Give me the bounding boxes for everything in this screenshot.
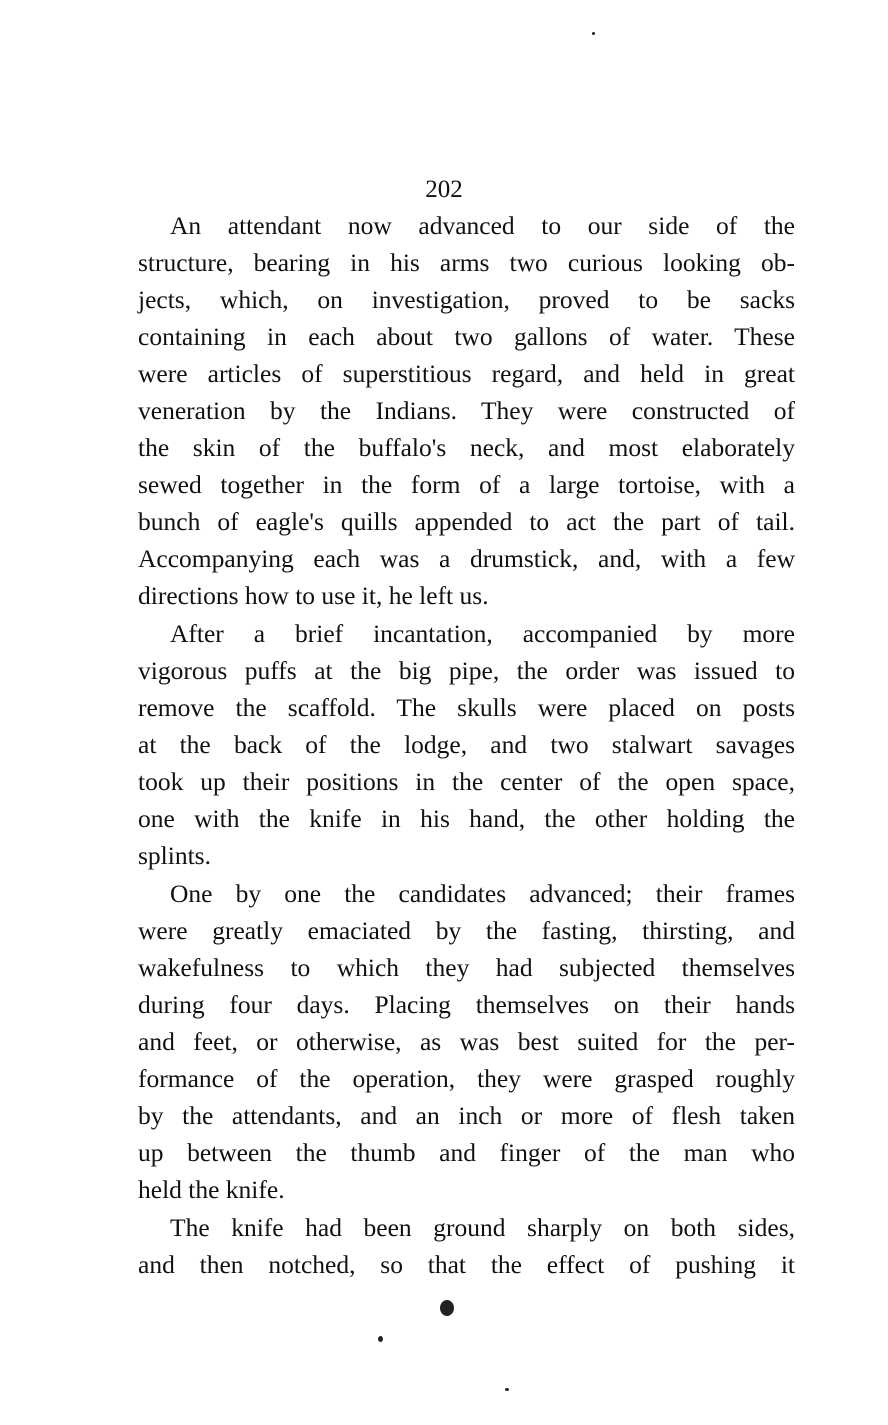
text-line: After a brief incantation, accompanied by more bbox=[170, 619, 795, 648]
text-line: Accompanying each was a drumstick, and, with a few bbox=[138, 544, 795, 573]
ink-blot bbox=[440, 1300, 454, 1316]
text-line: took up their positions in the center of the open space, bbox=[138, 767, 795, 796]
text-line: and feet, or otherwise, as was best suited for the per- bbox=[138, 1027, 795, 1056]
text-line: held the knife. bbox=[138, 1175, 285, 1204]
text-line: wakefulness to which they had subjected themselves bbox=[138, 953, 795, 982]
text-line: were greatly emaciated by the fasting, thirsting, and bbox=[138, 916, 795, 945]
text-line: structure, bearing in his arms two curious looking ob- bbox=[138, 248, 795, 277]
text-line: veneration by the Indians. They were constructed of bbox=[138, 396, 795, 425]
text-line: bunch of eagle's quills appended to act the part of tail. bbox=[138, 507, 795, 536]
text-line: containing in each about two gallons of water. These bbox=[138, 322, 795, 351]
text-line: The knife had been ground sharply on both sides, bbox=[170, 1213, 795, 1242]
text-line: remove the scaffold. The skulls were placed on posts bbox=[138, 693, 795, 722]
text-line: at the back of the lodge, and two stalwart savages bbox=[138, 730, 795, 759]
paragraph bbox=[138, 615, 795, 874]
page-number: 202 bbox=[425, 176, 463, 203]
text-line: splints. bbox=[138, 841, 211, 870]
text-line: directions how to use it, he left us. bbox=[138, 581, 489, 610]
paragraph bbox=[138, 1209, 795, 1283]
text-line: during four days. Placing themselves on their hands bbox=[138, 990, 795, 1019]
text-line: one with the knife in his hand, the other holding the bbox=[138, 804, 795, 833]
text-line: up between the thumb and finger of the man who bbox=[138, 1138, 795, 1167]
text-line: the skin of the buffalo's neck, and most elaborately bbox=[138, 433, 795, 462]
text-line: by the attendants, and an inch or more of flesh taken bbox=[138, 1101, 795, 1130]
text-line: and then notched, so that the effect of pushing it bbox=[138, 1250, 795, 1279]
text-line: One by one the candidates advanced; their frames bbox=[170, 879, 795, 908]
text-line: jects, which, on investigation, proved to be sacks bbox=[138, 285, 795, 314]
text-line: An attendant now advanced to our side of the bbox=[170, 211, 795, 240]
ink-speck bbox=[505, 1388, 509, 1391]
ink-speck bbox=[378, 1336, 383, 1342]
text-line: formance of the operation, they were grasped roughly bbox=[138, 1064, 795, 1093]
paragraph bbox=[138, 207, 795, 614]
paragraph bbox=[138, 875, 795, 1208]
ink-speck bbox=[592, 32, 595, 35]
page-body bbox=[138, 207, 795, 1284]
text-line: sewed together in the form of a large tortoise, with a bbox=[138, 470, 795, 499]
text-line: vigorous puffs at the big pipe, the order was issued to bbox=[138, 656, 795, 685]
text-line: were articles of superstitious regard, and held in great bbox=[138, 359, 795, 388]
